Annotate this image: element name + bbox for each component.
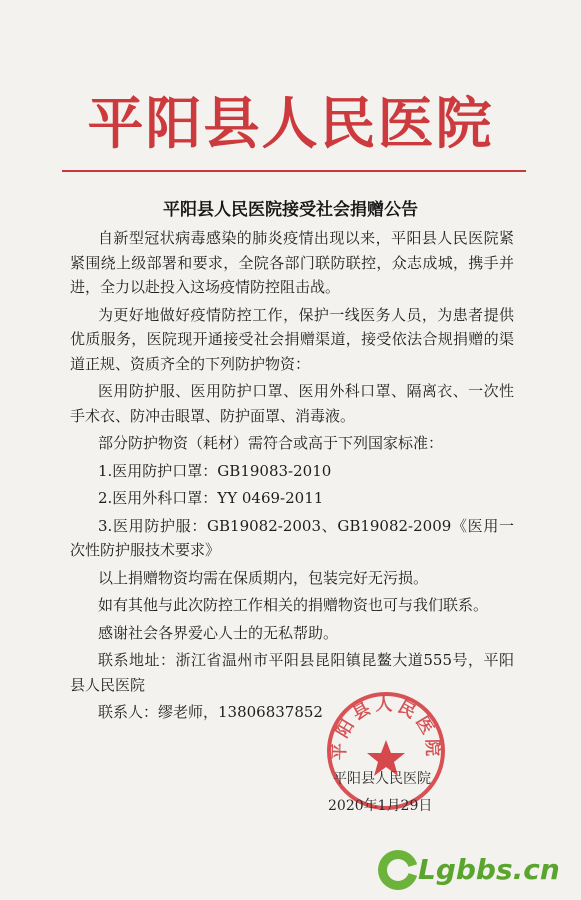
- paragraph-intro: 自新型冠状病毒感染的肺炎疫情出现以来，平阳县人民医院紧紧围绕上级部署和要求，全院各部门联防联控，众志成城，携手并进，全力以赴投入这场疫情防控阻击战。: [70, 229, 514, 296]
- hospital-masthead: 平阳县人民医院: [87, 91, 494, 157]
- paragraph-purpose: 为更好地做好疫情防控工作，保护一线医务人员，为患者提供优质服务，医院现开通接受社会捐赠渠道，接受依法合规捐赠的渠道正规、资质齐全的下列防护物资：: [70, 305, 514, 373]
- svg-text:平阳县人民医院: 平阳县人民医院: [329, 695, 443, 761]
- standard-item-1: 1.医用防护口罩：GB19083-2010: [98, 461, 332, 480]
- paragraph-condition: 以上捐赠物资均需在保质期内，包装完好无污损。: [98, 568, 429, 587]
- paragraph-thanks: 感谢社会各界爱心人士的无私帮助。: [98, 623, 339, 642]
- notice-title: 平阳县人民医院接受社会捐赠公告: [163, 200, 418, 220]
- notice-body: [70, 226, 514, 728]
- paragraph-other: 如有其他与此次防控工作相关的捐赠物资也可与我们联系。: [98, 596, 489, 614]
- paragraph-supplies: 医用防护服、医用防护口罩、医用外科口罩、隔离衣、一次性手术衣、防冲击眼罩、防护面罩、消毒液。: [70, 382, 514, 425]
- official-seal: [325, 690, 447, 812]
- signature-org: 平阳县人民医院: [333, 771, 431, 787]
- contact-address: 联系地址：浙江省温州市平阳县昆阳镇昆鳌大道555号，平阳县人民医院: [70, 651, 514, 694]
- signature-date: 2020年1月29日: [328, 798, 433, 814]
- header-divider: [62, 170, 526, 172]
- contact-person: 联系人：缪老师，13806837852: [98, 703, 323, 721]
- standard-item-3: 3.医用防护服：GB19082-2003、GB19082-2009《医用一次性防护服技术要求》: [70, 516, 514, 559]
- paragraph-standards: 部分防护物资（耗材）需符合或高于下列国家标准：: [98, 434, 444, 452]
- watermark-text: Lgbbs.cn: [418, 853, 560, 886]
- standard-item-2: 2.医用外科口罩：YY 0469-2011: [98, 489, 324, 507]
